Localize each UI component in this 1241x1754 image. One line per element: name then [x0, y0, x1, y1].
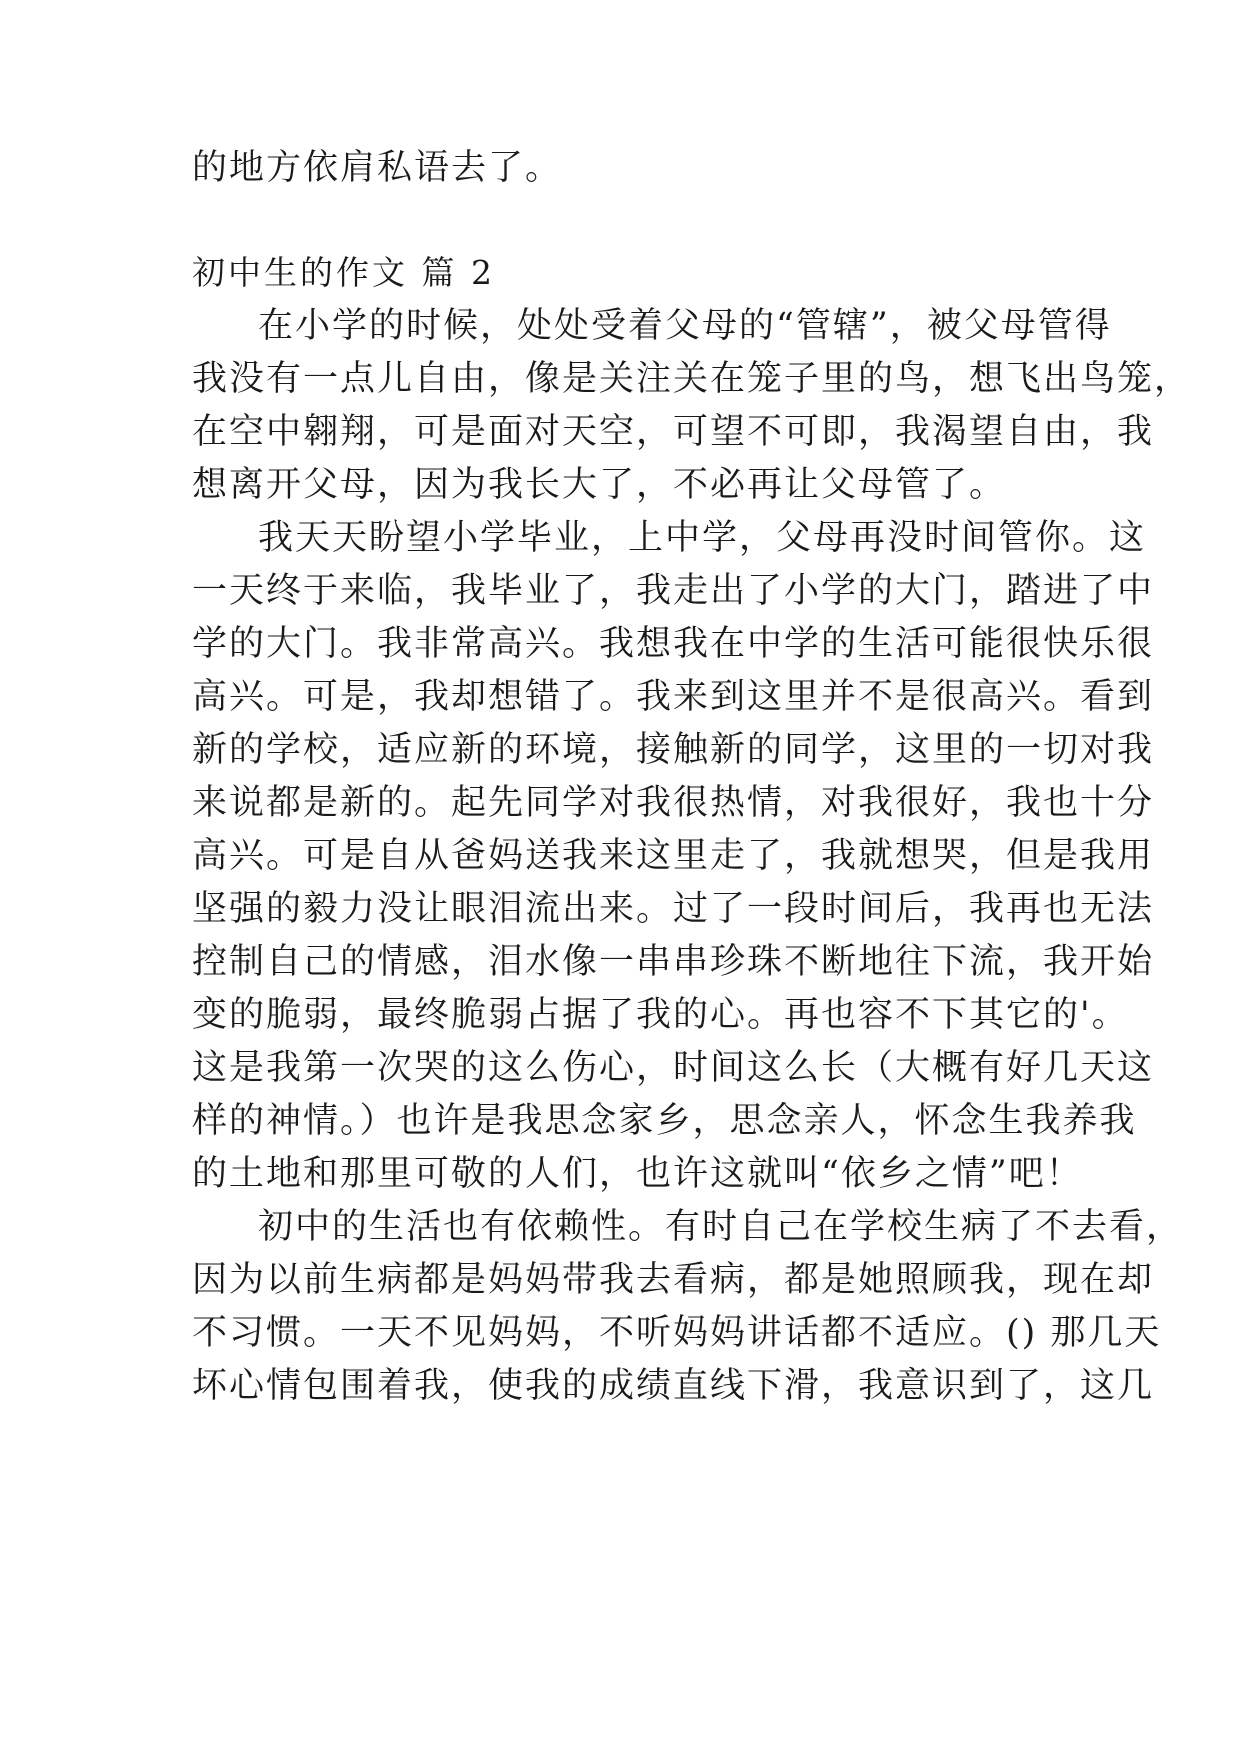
paragraph-3-line-1: 初中的生活也有依赖性。有时自己在学校生病了不去看， — [258, 1207, 1184, 1247]
paragraph-2-line-5: 新的学校，适应新的环境，接触新的同学，这里的一切对我 — [192, 730, 1155, 770]
paragraph-2-line-4: 高兴。可是，我却想错了。我来到这里并不是很高兴。看到 — [192, 677, 1155, 717]
paragraph-1-line-3: 在空中翱翔，可是面对天空，可望不可即，我渴望自由，我 — [192, 412, 1155, 452]
paragraph-2-line-3: 学的大门。我非常高兴。我想我在中学的生活可能很快乐很 — [192, 624, 1155, 664]
paragraph-3-line-2: 因为以前生病都是妈妈带我去看病，都是她照顾我，现在却 — [192, 1260, 1155, 1300]
paragraph-1-line-2: 我没有一点儿自由，像是关注关在笼子里的鸟，想飞出鸟笼， — [192, 359, 1192, 399]
paragraph-2-line-12: 样的神情。）也许是我思念家乡，思念亲人，怀念生我养我 — [192, 1101, 1137, 1141]
paragraph-2-line-2: 一天终于来临，我毕业了，我走出了小学的大门，踏进了中 — [192, 571, 1155, 611]
paragraph-2-line-10: 变的脆弱，最终脆弱占据了我的心。再也容不下其它的'。 — [192, 995, 1129, 1035]
paragraph-3-line-4: 坏心情包围着我，使我的成绩直线下滑，我意识到了，这几 — [192, 1366, 1155, 1406]
paragraph-1-line-1: 在小学的时候，处处受着父母的“管辖”，被父母管得 — [258, 306, 1112, 346]
paragraph-2-line-6: 来说都是新的。起先同学对我很热情，对我很好，我也十分 — [192, 783, 1155, 823]
continuation-line: 的地方依肩私语去了。 — [192, 148, 563, 188]
paragraph-2-line-8: 坚强的毅力没让眼泪流出来。过了一段时间后，我再也无法 — [192, 889, 1155, 929]
paragraph-2-line-9: 控制自己的情感，泪水像一串串珍珠不断地往下流，我开始 — [192, 942, 1155, 982]
paragraph-1-line-4: 想离开父母，因为我长大了，不必再让父母管了。 — [192, 465, 1007, 505]
paragraph-2-line-1: 我天天盼望小学毕业，上中学，父母再没时间管你。这 — [258, 518, 1147, 558]
section-title: 初中生的作文 篇 2 — [192, 253, 495, 292]
paragraph-2-line-13: 的土地和那里可敬的人们，也许这就叫“依乡之情”吧！ — [192, 1154, 1083, 1194]
paragraph-3-line-3: 不习惯。一天不见妈妈，不听妈妈讲话都不适应。() 那几天 — [192, 1313, 1162, 1353]
paragraph-2-line-11: 这是我第一次哭的这么伤心，时间这么长（大概有好几天这 — [192, 1048, 1155, 1088]
paragraph-2-line-7: 高兴。可是自从爸妈送我来这里走了，我就想哭，但是我用 — [192, 836, 1155, 876]
